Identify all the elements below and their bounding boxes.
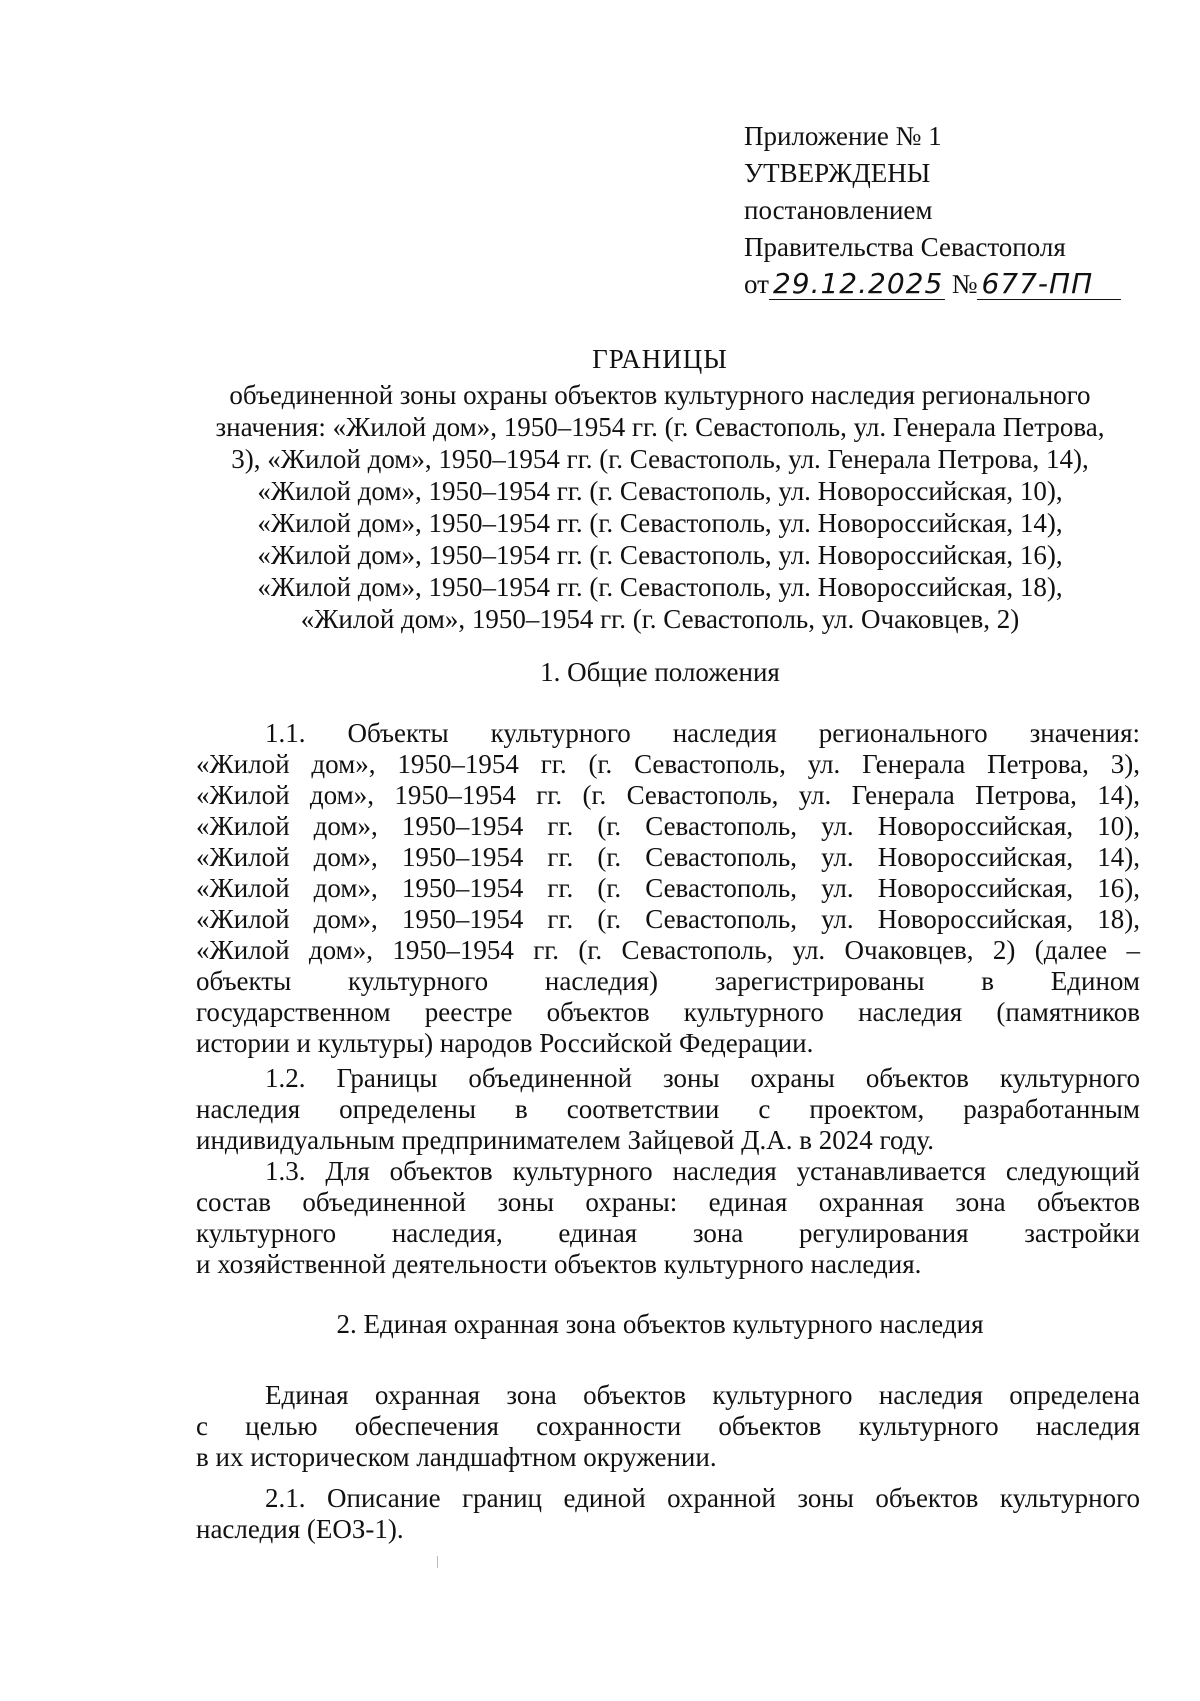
scan-artifact: [437, 1556, 438, 1568]
section-2-title: 2. Единая охранная зона объектов культурного наследия: [336, 1309, 984, 1339]
title-line: 3), «Жилой дом», 1950–1954 гг. (г. Севастополь, ул. Генерала Петрова, 14),: [231, 444, 1089, 474]
approved-label: УТВЕРЖДЕНЫ: [744, 158, 931, 188]
title-heading: ГРАНИЦЫ: [592, 344, 728, 374]
date-number-line: [744, 266, 1121, 303]
section-1-title: 1. Общие положения: [540, 657, 780, 687]
from-label: от: [744, 269, 769, 299]
handwritten-date: 29.12.2025: [769, 269, 945, 300]
title-line: объединенной зоны охраны объектов культурного наследия регионального: [229, 380, 1091, 410]
text-line: культурного наследия, единая зона регулирования застройки: [196, 1218, 1140, 1248]
title-line: «Жилой дом», 1950–1954 гг. (г. Севастополь, ул. Новороссийская, 14),: [257, 508, 1063, 538]
number-label: №: [951, 269, 978, 299]
text-line: государственном реестре объектов культурного наследия (памятников: [196, 997, 1140, 1027]
paragraph-2-1: [196, 1483, 1140, 1545]
appendix-block: [744, 118, 1121, 303]
resolution-label: постановлением: [744, 195, 933, 225]
title-line: «Жилой дом», 1950–1954 гг. (г. Севастополь, ул. Новороссийская, 16),: [257, 540, 1063, 570]
text-line: и хозяйственной деятельности объектов культурного наследия.: [196, 1249, 922, 1279]
text-line: объекты культурного наследия) зарегистрированы в Едином: [196, 966, 1140, 996]
text-line: 2.1. Описание границ единой охранной зоны объектов культурного: [265, 1483, 1140, 1513]
handwritten-number: 677-ПП: [977, 269, 1121, 300]
paragraph-2-intro: [196, 1380, 1140, 1473]
text-line: 1.3. Для объектов культурного наследия устанавливается следующий: [265, 1156, 1140, 1186]
title-line: «Жилой дом», 1950–1954 гг. (г. Севастополь, ул. Новороссийская, 10),: [257, 476, 1063, 506]
document-title: [190, 343, 1130, 635]
text-line: с целью обеспечения сохранности объектов культурного наследия: [196, 1411, 1140, 1441]
paragraph-1-3: [196, 1156, 1140, 1280]
text-line: истории и культуры) народов Российской Федерации.: [196, 1028, 814, 1058]
text-line: «Жилой дом», 1950–1954 гг. (г. Севастополь, ул. Генерала Петрова, 3),: [196, 749, 1140, 779]
title-line: «Жилой дом», 1950–1954 гг. (г. Севастополь, ул. Очаковцев, 2): [300, 604, 1020, 634]
paragraph-1-2: [196, 1063, 1140, 1156]
text-line: «Жилой дом», 1950–1954 гг. (г. Севастополь, ул. Новороссийская, 10),: [196, 811, 1140, 841]
text-line: Единая охранная зона объектов культурного наследия определена: [265, 1380, 1140, 1410]
text-line: «Жилой дом», 1950–1954 гг. (г. Севастополь, ул. Новороссийская, 16),: [196, 873, 1140, 903]
text-line: 1.1. Объекты культурного наследия регионального значения:: [265, 718, 1140, 748]
text-line: «Жилой дом», 1950–1954 гг. (г. Севастополь, ул. Очаковцев, 2) (далее –: [196, 935, 1140, 965]
text-line: состав объединенной зоны охраны: единая охранная зона объектов: [196, 1187, 1140, 1217]
text-line: «Жилой дом», 1950–1954 гг. (г. Севастополь, ул. Новороссийская, 18),: [196, 904, 1140, 934]
text-line: индивидуальным предпринимателем Зайцевой Д.А. в 2024 году.: [196, 1125, 934, 1155]
title-line: «Жилой дом», 1950–1954 гг. (г. Севастополь, ул. Новороссийская, 18),: [257, 572, 1063, 602]
government-label: Правительства Севастополя: [744, 232, 1066, 262]
text-line: «Жилой дом», 1950–1954 гг. (г. Севастополь, ул. Новороссийская, 14),: [196, 842, 1140, 872]
appendix-number: Приложение № 1: [744, 121, 942, 151]
paragraph-1-1: [196, 718, 1140, 1059]
text-line: наследия (ЕОЗ-1).: [196, 1514, 404, 1544]
text-line: в их историческом ландшафтном окружении.: [196, 1442, 717, 1472]
title-line: значения: «Жилой дом», 1950–1954 гг. (г. Севастополь, ул. Генерала Петрова,: [215, 412, 1105, 442]
text-line: 1.2. Границы объединенной зоны охраны объектов культурного: [265, 1063, 1140, 1093]
text-line: «Жилой дом», 1950–1954 гг. (г. Севастополь, ул. Генерала Петрова, 14),: [196, 780, 1140, 810]
text-line: наследия определены в соответствии с проектом, разработанным: [196, 1094, 1140, 1124]
